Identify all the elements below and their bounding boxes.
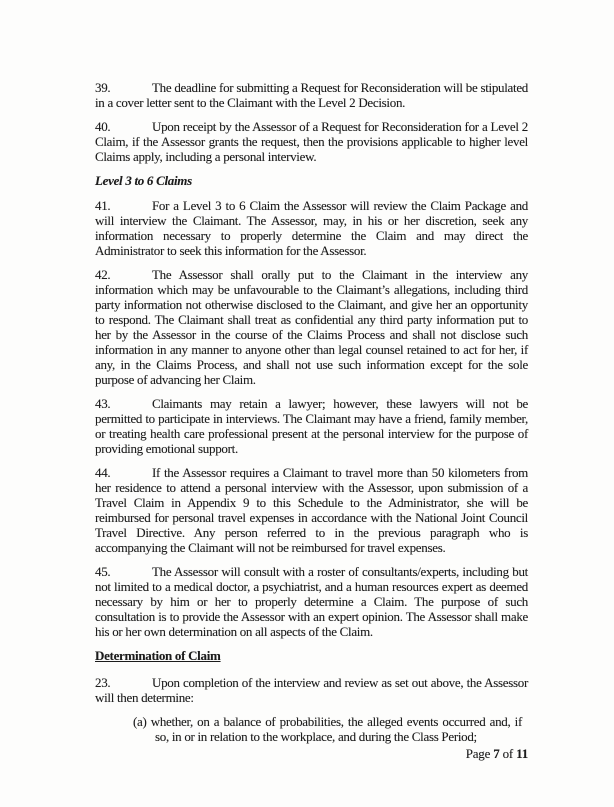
paragraph-42	[95, 267, 528, 387]
footer-total-pages: 11	[516, 746, 528, 761]
paragraph-43	[95, 396, 528, 456]
paragraph-number: 40.	[95, 119, 111, 134]
paragraph-number: 39.	[95, 80, 111, 95]
footer-page-label: Page	[465, 746, 491, 761]
paragraph-text: If the Assessor requires a Claimant to travel more than 50 kilometers from her residence to attend a personal interview with the Assessor, upon submission of a Travel Claim in Appendix 9 to this Schedule to the Administrator, she will be reimbursed for personal travel expenses in accordance with the National Joint Council Travel Directive. Any person referred to in the previous paragraph who is accompanying the Claimant will not be reimbursed for travel expenses.	[95, 465, 528, 555]
section-heading-determination-of-claim: Determination of Claim	[95, 648, 221, 663]
paragraph-text: Upon completion of the interview and review as set out above, the Assessor will then determine:	[95, 675, 528, 705]
document-body	[95, 80, 528, 753]
paragraph-number: 44.	[95, 465, 111, 480]
paragraph-number: 45.	[95, 564, 111, 579]
paragraph-text: The Assessor shall orally put to the Claimant in the interview any information which may be unfavourable to the Claimant’s allegations, including third party information not otherwise disclosed to the Claimant, and give her an opportunity to respond. The Claimant shall treat as confidential any third party information put to her by the Assessor in the course of the Claims Process and shall not disclose such information in any manner to anyone other than legal counsel retained to act for her, if any, in the Claims Process, and shall not use such information except for the sole purpose of advancing her Claim.	[95, 267, 528, 387]
paragraph-23	[95, 675, 528, 705]
paragraph-text: The Assessor will consult with a roster of consultants/experts, including but not limited to a medical doctor, a psychiatrist, and a human resources expert as deemed necessary by him or her to properly determine a Claim. The purpose of such consultation is to provide the Assessor with an expert opinion. The Assessor shall make his or her own determination on all aspects of the Claim.	[95, 564, 528, 639]
list-item-marker: (a)	[133, 714, 147, 729]
paragraph-text: Upon receipt by the Assessor of a Request for Reconsideration for a Level 2 Claim, if the Assessor grants the request, then the provisions applicable to higher level Claims apply, including a personal interview.	[95, 119, 528, 164]
paragraph-number: 23.	[95, 675, 111, 690]
paragraph-41	[95, 198, 528, 258]
paragraph-text: Claimants may retain a lawyer; however, these lawyers will not be permitted to participate in interviews. The Claimant may have a friend, family member, or treating health care professional present at the personal interview for the purpose of providing emotional support.	[95, 396, 528, 456]
paragraph-40	[95, 119, 528, 164]
paragraph-39	[95, 80, 528, 110]
paragraph-text: For a Level 3 to 6 Claim the Assessor will review the Claim Package and will interview the Claimant. The Assessor, may, in his or her discretion, seek any information necessary to properly determine the Claim and may direct the Administrator to seek this information for the Assessor.	[95, 198, 528, 258]
page-footer	[95, 746, 528, 762]
list-item-a	[133, 714, 522, 744]
paragraph-number: 42.	[95, 267, 111, 282]
footer-of-label: of	[502, 746, 514, 761]
paragraph-44	[95, 465, 528, 555]
paragraph-45	[95, 564, 528, 639]
paragraph-number: 41.	[95, 198, 111, 213]
section-heading-level-3-to-6-claims: Level 3 to 6 Claims	[95, 173, 192, 188]
paragraph-number: 43.	[95, 396, 111, 411]
list-item-text: whether, on a balance of probabilities, the alleged events occurred and, if so, in or in relation to the workplace, and during the Class Period;	[150, 714, 523, 744]
paragraph-text: The deadline for submitting a Request for Reconsideration will be stipulated in a cover letter sent to the Claimant with the Level 2 Decision.	[95, 80, 528, 110]
footer-page-number: 7	[493, 746, 500, 761]
